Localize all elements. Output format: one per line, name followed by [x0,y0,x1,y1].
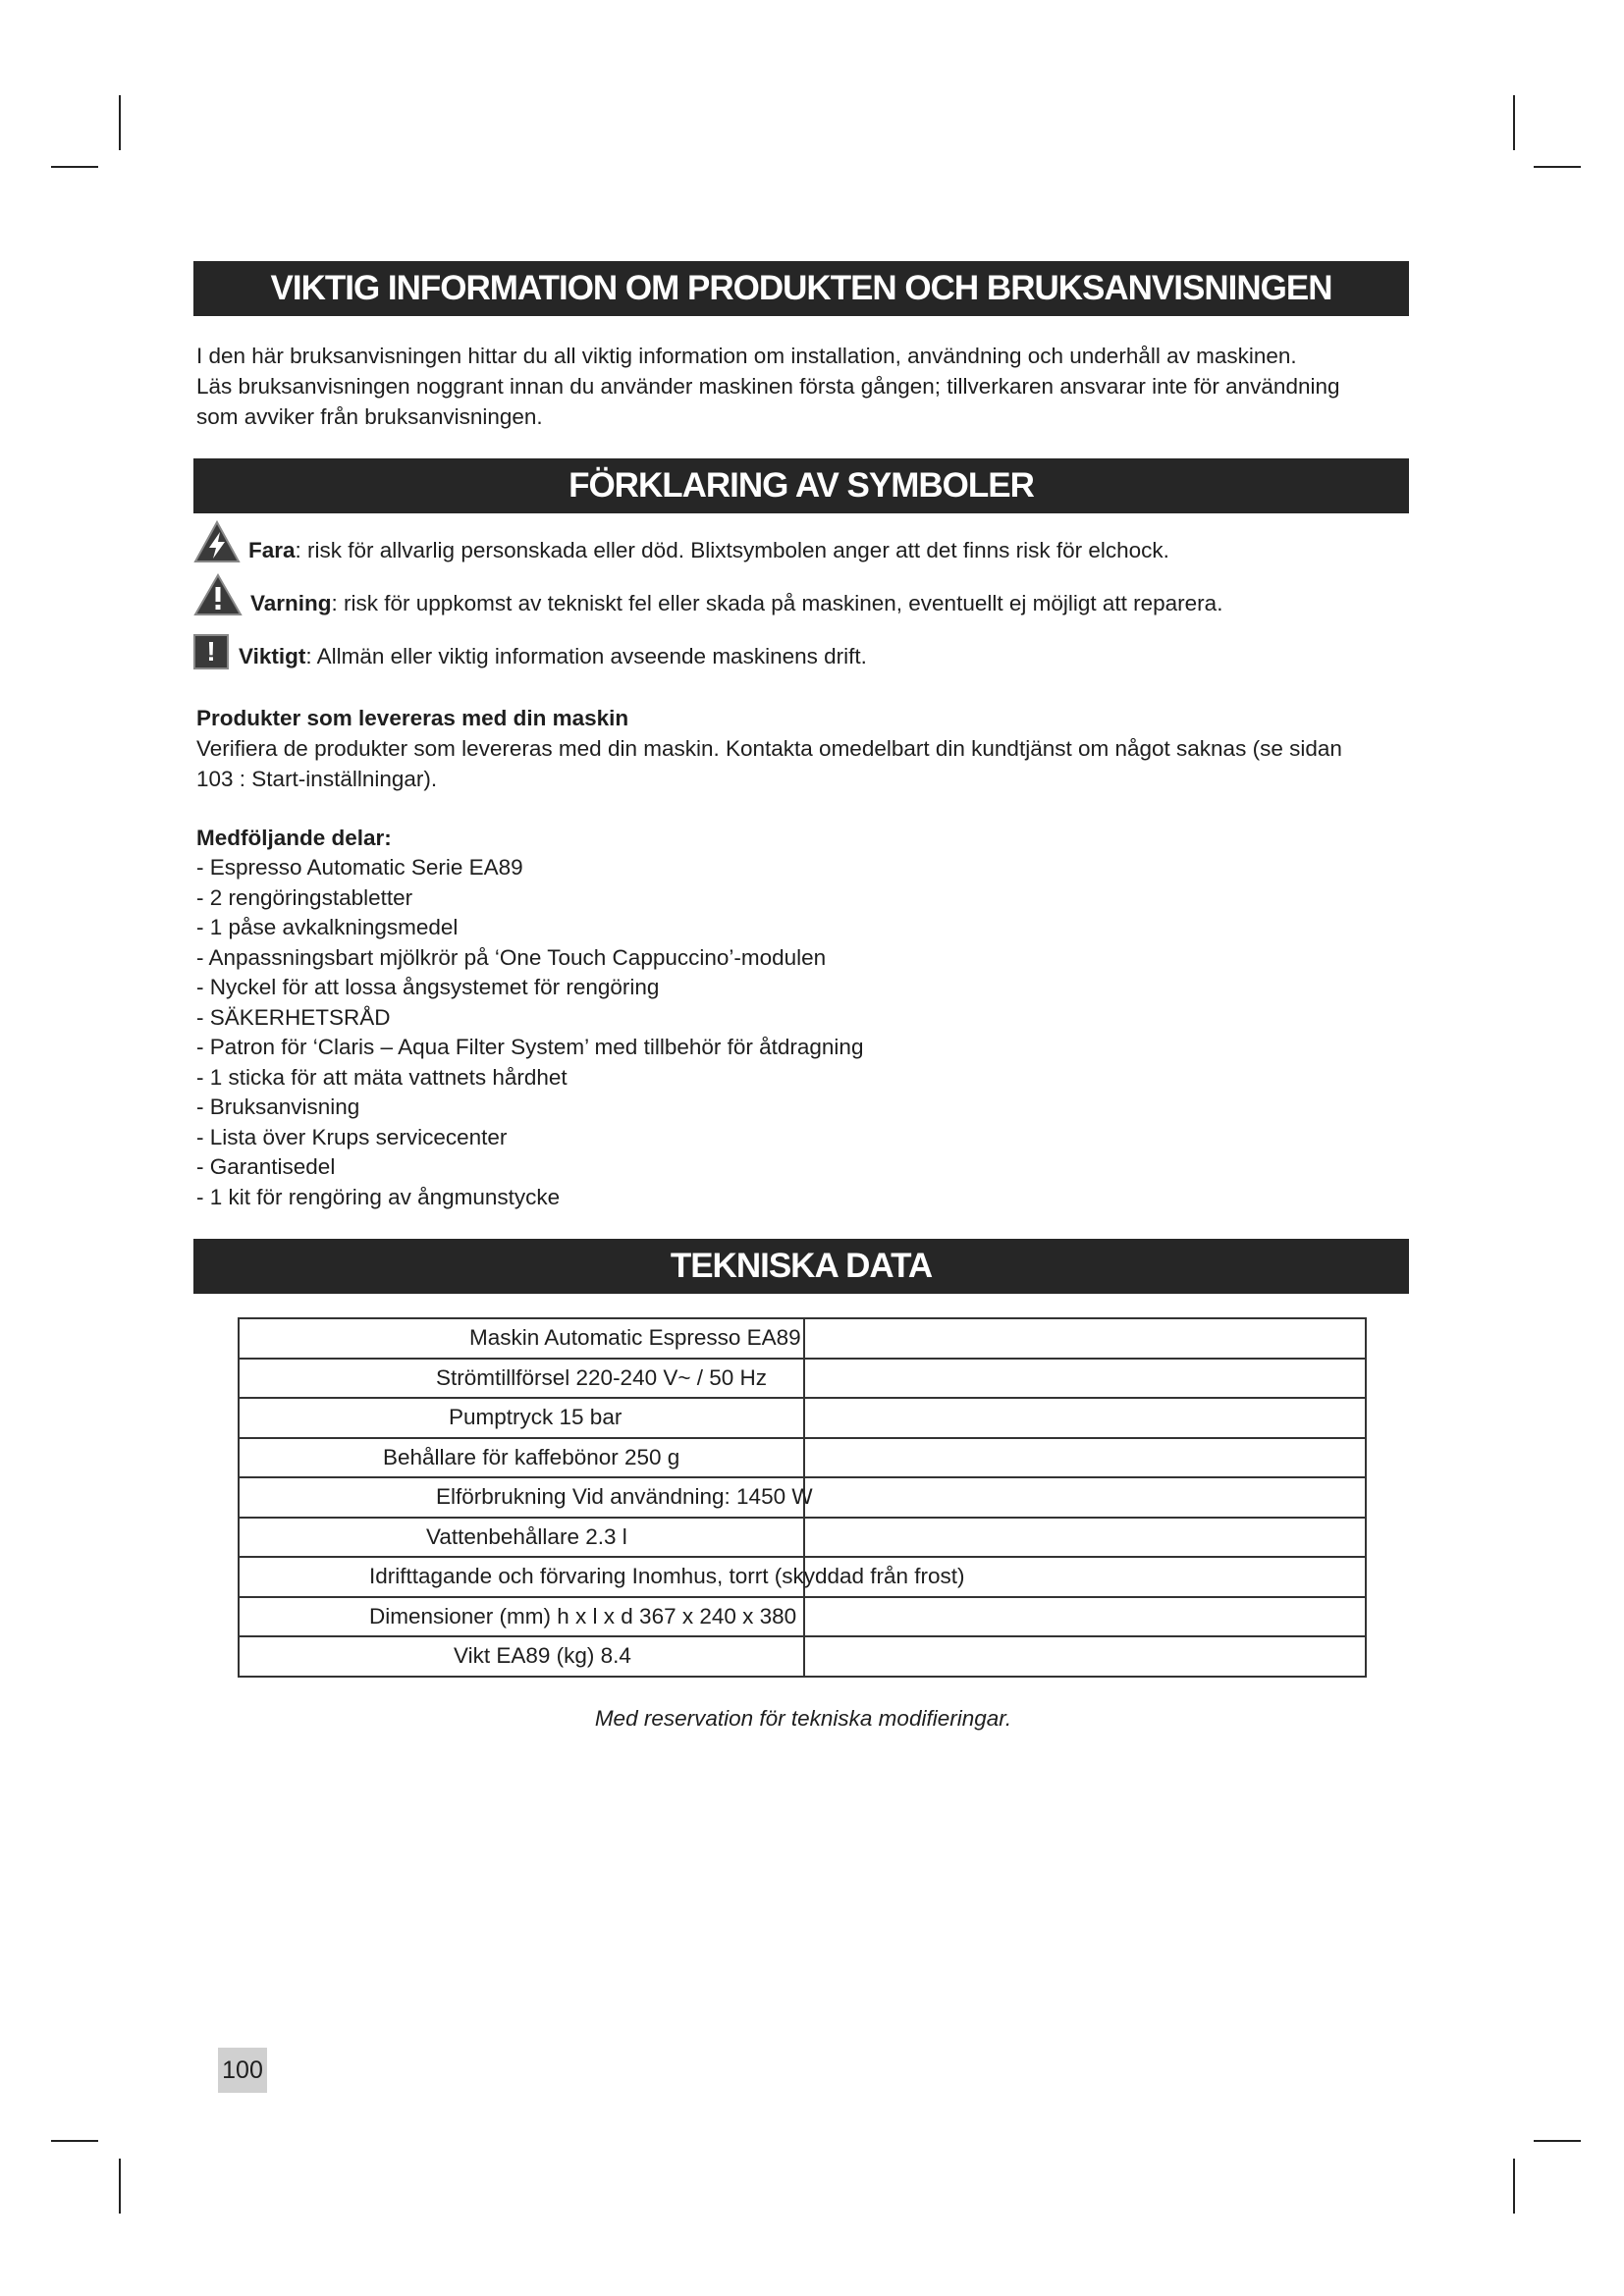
table-row [239,1438,1366,1478]
tech-note: Med reservation för tekniska modifieringar. [594,1706,1012,1731]
list-item: - Patron för ‘Claris – Aqua Filter System’ med tillbehör för åtdragning [196,1035,864,1059]
symbol-danger-row [193,520,1169,563]
info-line: som avviker från bruksanvisningen. [196,404,543,429]
warning-triangle-icon [193,573,243,616]
crop-mark [119,95,121,150]
list-item: - SÄKERHETSRÅD [196,1004,391,1030]
crop-mark [1513,2159,1515,2214]
products-line: 103 : Start-inställningar). [196,767,438,791]
crop-mark [51,2140,98,2142]
table-row [239,1477,1366,1518]
symbols-section-title: FÖRKLARING AV SYMBOLER [193,458,1409,513]
tech-row-text: Maskin Automatic Espresso EA89 [469,1325,801,1351]
symbol-important-row [193,634,867,669]
tech-row-text: Idrifttagande och förvaring Inomhus, torrt (skyddad från frost) [369,1564,965,1589]
exclamation-box-icon: ! [193,634,229,669]
tech-row-text: Behållare för kaffebönor 250 g [383,1444,680,1469]
list-item: - Bruksanvisning [196,1095,360,1119]
lightning-warning-icon [193,520,241,563]
symbol-text: : risk för allvarlig personskada eller död. Blixtsymbolen anger att det finns risk för elchock. [295,538,1169,562]
symbol-text: : Allmän eller viktig information avseende maskinens drift. [305,644,867,668]
symbol-term: Varning [250,591,332,615]
tech-row-text: Strömtillförsel 220-240 V~ / 50 Hz [436,1364,768,1390]
table-row [239,1518,1366,1558]
list-item: - 1 kit för rengöring av ångmunstycke [196,1184,561,1209]
products-block [196,703,1414,794]
table-row [239,1398,1366,1438]
crop-mark [119,2159,121,2214]
list-item: - 1 påse avkalkningsmedel [196,915,459,939]
list-item: - Anpassningsbart mjölkrör på ‘One Touch Cappuccino’-modulen [196,944,827,970]
symbol-term: Fara [248,538,296,562]
table-row [239,1597,1366,1637]
list-item: - Lista över Krups servicecenter [196,1124,508,1149]
list-item: - Espresso Automatic Serie EA89 [196,855,523,880]
tech-row-text: Dimensioner (mm) h x l x d 367 x 240 x 380 [369,1603,797,1629]
list-item: - 1 sticka för att mäta vattnets hårdhet [196,1064,568,1090]
crop-mark [1534,2140,1581,2142]
products-line: Verifiera de produkter som levereras med din maskin. Kontakta omedelbart din kundtjänst om något saknas (se sidan [196,736,1342,761]
info-line: Läs bruksanvisningen noggrant innan du använder maskinen första gången; tillverkaren ansvarar inte för användning [196,374,1340,399]
info-paragraph [196,341,1414,432]
products-title: Produkter som levereras med din maskin [196,706,629,730]
crop-mark [1534,166,1581,168]
symbol-term: Viktigt [239,644,306,668]
info-section-title: VIKTIG INFORMATION OM PRODUKTEN OCH BRUKSANVISNINGEN [193,261,1409,316]
tech-section-title: TEKNISKA DATA [193,1239,1409,1294]
symbol-text: : risk för uppkomst av tekniskt fel eller skada på maskinen, eventuellt ej möjligt att reparera. [331,591,1223,615]
tech-row-text: Elförbrukning Vid användning: 1450 W [436,1484,813,1510]
symbol-warning-row [193,573,1222,616]
crop-mark [1513,95,1515,150]
page-number: 100 [218,2048,267,2093]
crop-mark [51,166,98,168]
tech-row-text: Vattenbehållare 2.3 l [426,1523,627,1549]
table-row [239,1636,1366,1677]
list-item: - Garantisedel [196,1154,336,1179]
info-line: I den här bruksanvisningen hittar du all viktig information om installation, användning och underhåll av maskinen. [196,344,1297,368]
list-item: - Nyckel för att lossa ångsystemet för rengöring [196,975,660,999]
parts-list [196,853,1414,1212]
table-row [239,1557,1366,1597]
list-item: - 2 rengöringstabletter [196,884,413,910]
parts-block [196,823,1414,1212]
table-row [239,1359,1366,1399]
tech-row-text: Pumptryck 15 bar [449,1405,623,1430]
tech-data-table [238,1317,1367,1678]
table-row [239,1318,1366,1359]
parts-title: Medföljande delar: [196,826,392,850]
tech-row-text: Vikt EA89 (kg) 8.4 [454,1643,631,1669]
